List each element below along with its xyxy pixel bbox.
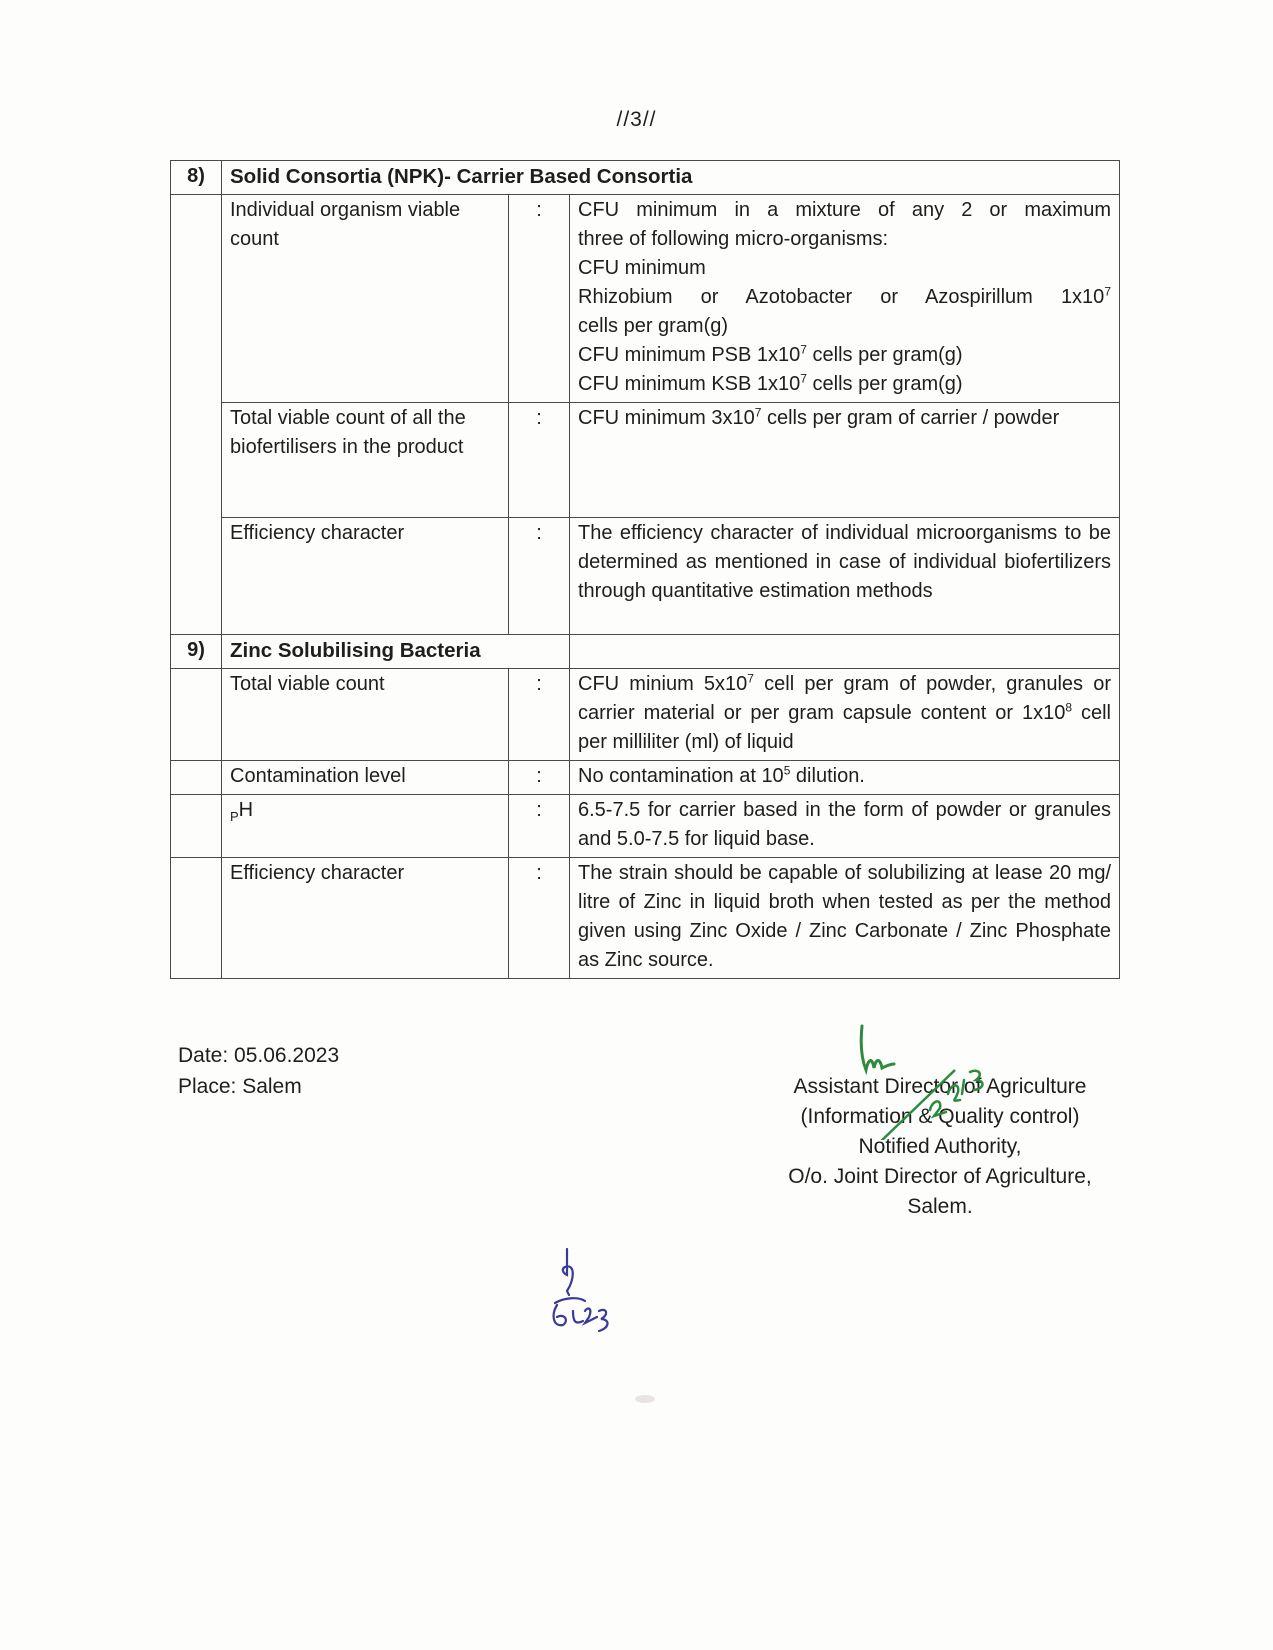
specification-table (170, 160, 1120, 979)
value-cell: The efficiency character of individual microorganisms to be determined as mentioned in case of individual biofertilizers through quantitative estimation methods (570, 518, 1120, 635)
authority-office: O/o. Joint Director of Agriculture, (788, 1165, 1092, 1188)
authority-division: (Information & Quality control) (800, 1105, 1080, 1128)
number-spacer-cell (171, 795, 222, 858)
green-signature-icon (850, 1020, 1020, 1140)
colon-separator: : (509, 761, 570, 795)
exponent: 7 (800, 371, 807, 386)
parameter-cell: Individual organism viable count (222, 195, 509, 403)
exponent: 5 (783, 763, 791, 778)
value-text: cell per milliliter (ml) of liquid (578, 702, 1111, 753)
value-line: CFU minimum (578, 257, 706, 279)
section-title: Solid Consortia (NPK)- Carrier Based Consortia (222, 161, 1120, 195)
value-text: CFU minimum 3x10 (578, 407, 755, 429)
value-cell (570, 761, 1120, 795)
value-line: cells per gram(g) (578, 315, 729, 337)
value-text: CFU minimum PSB 1x10 (578, 344, 801, 366)
authority-location: Salem. (907, 1195, 973, 1218)
number-spacer-cell (171, 761, 222, 795)
parameter-cell: Efficiency character (222, 518, 509, 635)
value-text: cells per gram of carrier / powder (761, 407, 1060, 429)
exponent: 8 (1065, 700, 1073, 715)
number-spacer-cell (171, 195, 222, 635)
colon-separator: : (509, 403, 570, 518)
parameter-cell: Efficiency character (222, 858, 509, 979)
parameter-cell (222, 795, 509, 858)
section-number: 8) (171, 161, 222, 195)
table-row (171, 195, 1120, 403)
table-row (171, 795, 1120, 858)
value-text: H (238, 799, 254, 821)
value-text: cells per gram(g) (806, 373, 963, 395)
value-text: Rhizobium or Azotobacter or Azospirillum 1x10 (578, 286, 1105, 308)
section-title: Zinc Solubilising Bacteria (222, 635, 570, 669)
value-cell: 6.5-7.5 for carrier based in the form of powder or granules and 5.0-7.5 for liquid base. (570, 795, 1120, 858)
exponent: 7 (747, 671, 754, 686)
value-line: three of following micro-organisms: (578, 228, 889, 250)
exponent: 7 (754, 405, 762, 420)
exponent: 7 (1104, 284, 1111, 299)
parameter-cell: Total viable count (222, 669, 509, 761)
value-text: CFU minium 5x10 (578, 673, 748, 695)
section-header-row (171, 161, 1120, 195)
table-row (171, 761, 1120, 795)
empty-cell (570, 635, 1120, 669)
number-spacer-cell (171, 669, 222, 761)
table-row (171, 518, 1120, 635)
value-text: No contamination at 10 (578, 765, 784, 787)
value-line (578, 341, 1111, 370)
value-line: CFU minimum in a mixture of any 2 or maximum (578, 199, 1111, 221)
value-text: cells per gram(g) (806, 344, 963, 366)
authority-role: Notified Authority, (858, 1135, 1022, 1158)
value-cell (570, 669, 1120, 761)
value-cell (570, 195, 1120, 403)
value-text: dilution. (790, 765, 865, 787)
colon-separator: : (509, 518, 570, 635)
date-place-block (178, 1040, 339, 1102)
authority-title: Assistant Director of Agriculture (793, 1075, 1087, 1098)
table-row (171, 403, 1120, 518)
number-spacer-cell (171, 858, 222, 979)
colon-separator: : (509, 795, 570, 858)
value-text: cell per gram of powder, granules or carrier material or per gram capsule content or 1x10 (578, 673, 1111, 724)
value-cell (570, 403, 1120, 518)
value-text: CFU minimum KSB 1x10 (578, 373, 801, 395)
value-line (578, 370, 1111, 399)
exponent: 7 (800, 342, 807, 357)
section-number: 9) (171, 635, 222, 669)
scan-smudge (635, 1395, 655, 1403)
date-line: Date: 05.06.2023 (178, 1044, 340, 1067)
value-cell: The strain should be capable of solubilizing at lease 20 mg/ litre of Zinc in liquid broth when tested as per the method given using Zinc Oxide / Zinc Carbonate / Zinc Phosphate as Zinc source. (570, 858, 1120, 979)
place-line: Place: Salem (178, 1075, 302, 1098)
colon-separator: : (509, 669, 570, 761)
section-header-row (171, 635, 1120, 669)
colon-separator: : (509, 858, 570, 979)
page-number: //3// (616, 108, 657, 131)
blue-initials-icon (545, 1245, 635, 1335)
parameter-cell: Contamination level (222, 761, 509, 795)
value-line (578, 283, 1111, 312)
parameter-cell: Total viable count of all the biofertilisers in the product (222, 403, 509, 518)
table-row (171, 858, 1120, 979)
ph-subscript: P (230, 809, 239, 824)
table-row (171, 669, 1120, 761)
colon-separator: : (509, 195, 570, 403)
